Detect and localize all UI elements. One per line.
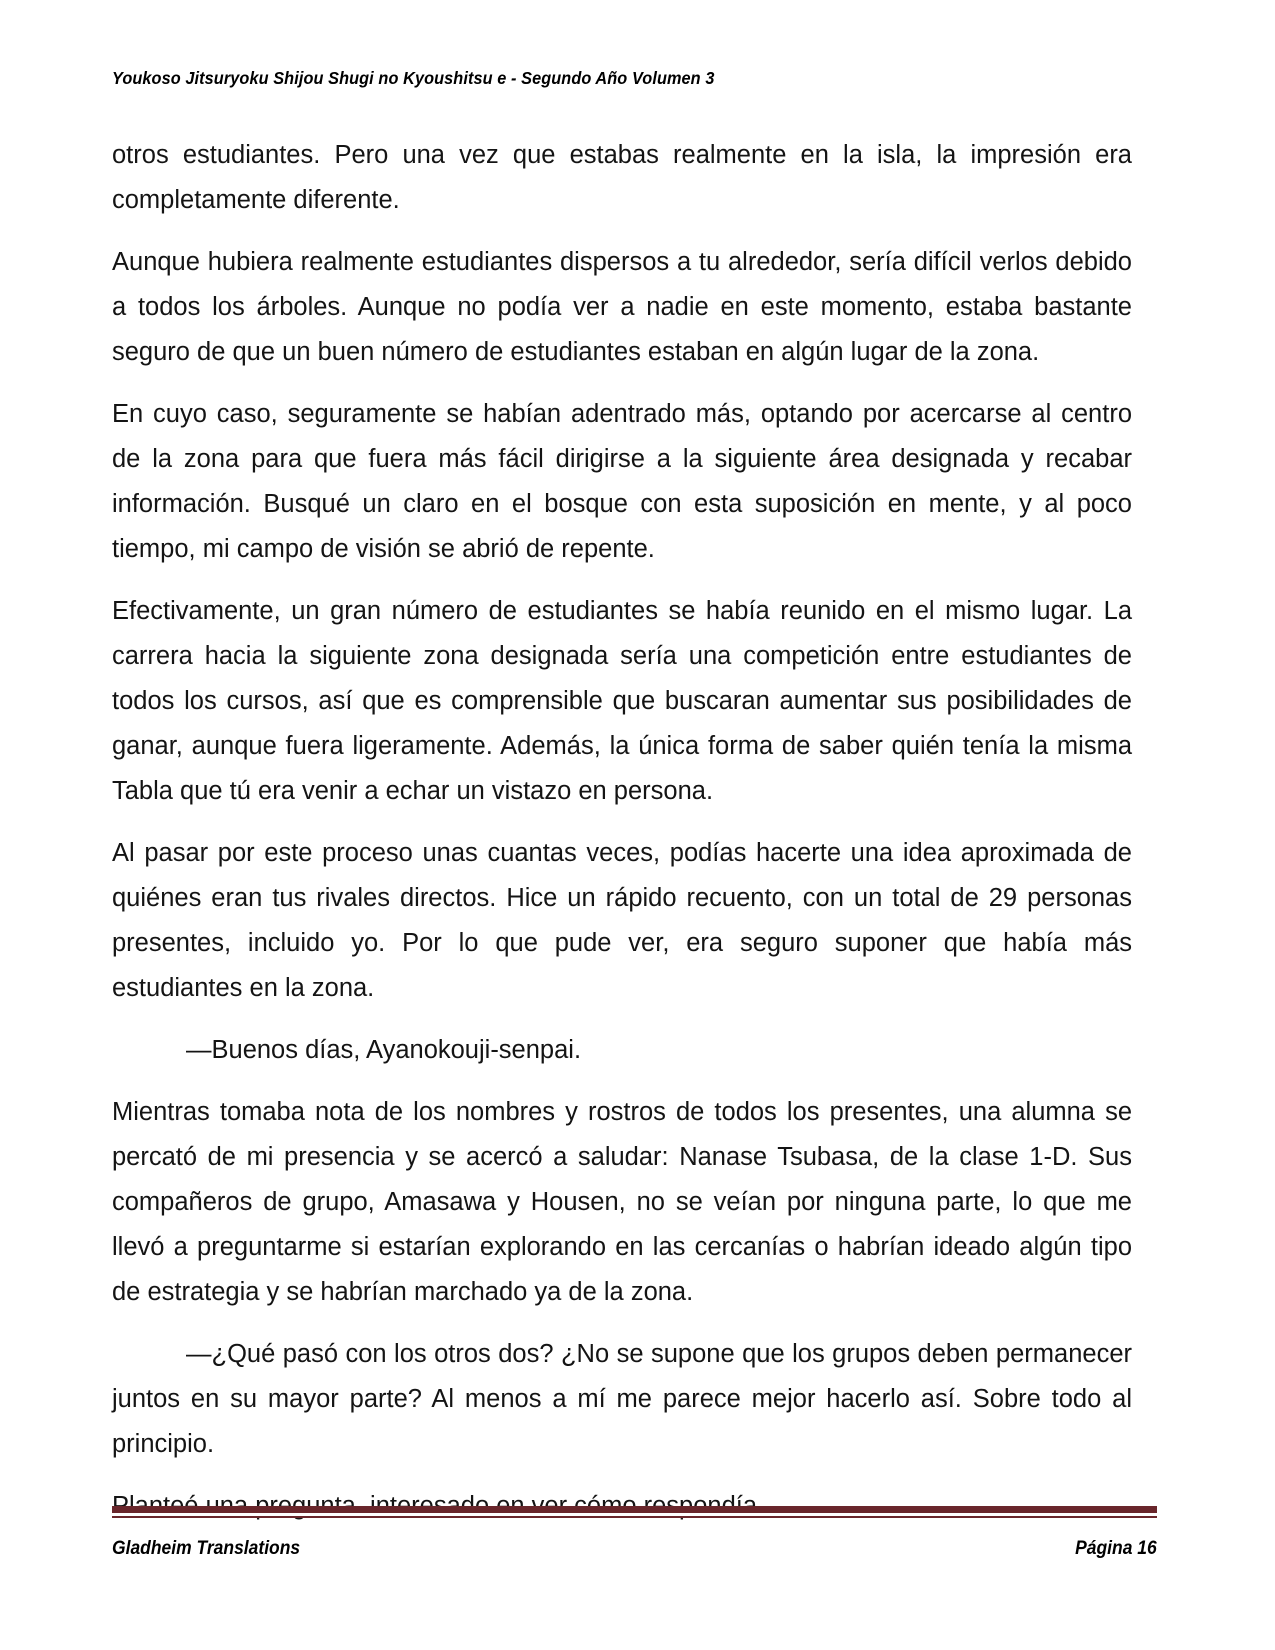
header-title: Youkoso Jitsuryoku Shijou Shugi no Kyoushitsu e - Segundo Año Volumen 3 xyxy=(112,68,715,88)
body-paragraph: Mientras tomaba nota de los nombres y rostros de todos los presentes, una alumna se percató de mi presencia y se acercó a saludar: Nanase Tsubasa, de la clase 1-D. Sus compañeros de grupo, Amasawa y Housen, no se veían por ninguna parte, lo que me llevó a preguntarme si estarían explorando en las cercanías o habrían ideado algún tipo de estrategia y se habrían marchado ya de la zona. xyxy=(112,1098,1132,1306)
page-footer xyxy=(112,1506,1157,1560)
footer-row xyxy=(112,1538,1157,1560)
footer-page-number: Página 16 xyxy=(1075,1538,1157,1559)
body-paragraph: Aunque hubiera realmente estudiantes dispersos a tu alrededor, sería difícil verlos debido a todos los árboles. Aunque no podía ver a nadie en este momento, estaba bastante seguro de que un buen número de estudiantes estaban en algún lugar de la zona. xyxy=(112,248,1132,366)
document-body xyxy=(112,133,1132,1529)
body-paragraph: otros estudiantes. Pero una vez que estabas realmente en la isla, la impresión era completamente diferente. xyxy=(112,141,1132,214)
body-paragraph: En cuyo caso, seguramente se habían adentrado más, optando por acercarse al centro de la zona para que fuera más fácil dirigirse a la siguiente área designada y recabar información. Busqué un claro en el bosque con esta suposición en mente, y al poco tiempo, mi campo de visión se abrió de repente. xyxy=(112,400,1132,563)
footer-translator-credit: Gladheim Translations xyxy=(112,1538,301,1559)
body-paragraph: Efectivamente, un gran número de estudiantes se había reunido en el mismo lugar. La carrera hacia la siguiente zona designada sería una competición entre estudiantes de todos los cursos, así que es comprensible que buscaran aumentar sus posibilidades de ganar, aunque fuera ligeramente. Además, la única forma de saber quién tenía la misma Tabla que tú era venir a echar un vistazo en persona. xyxy=(112,597,1132,805)
body-paragraph: Al pasar por este proceso unas cuantas veces, podías hacerte una idea aproximada de quiénes eran tus rivales directos. Hice un rápido recuento, con un total de 29 personas presentes, incluido yo. Por lo que pude ver, era seguro suponer que había más estudiantes en la zona. xyxy=(112,839,1132,1002)
footer-rule-thin xyxy=(112,1516,1157,1518)
page-header xyxy=(112,68,1157,98)
dialogue-paragraph: —Buenos días, Ayanokouji-senpai. xyxy=(186,1036,582,1064)
dialogue-paragraph: —¿Qué pasó con los otros dos? ¿No se supone que los grupos deben permanecer juntos en su mayor parte? Al menos a mí me parece mejor hacerlo así. Sobre todo al principio. xyxy=(112,1340,1132,1458)
footer-rule-thick xyxy=(112,1506,1157,1513)
